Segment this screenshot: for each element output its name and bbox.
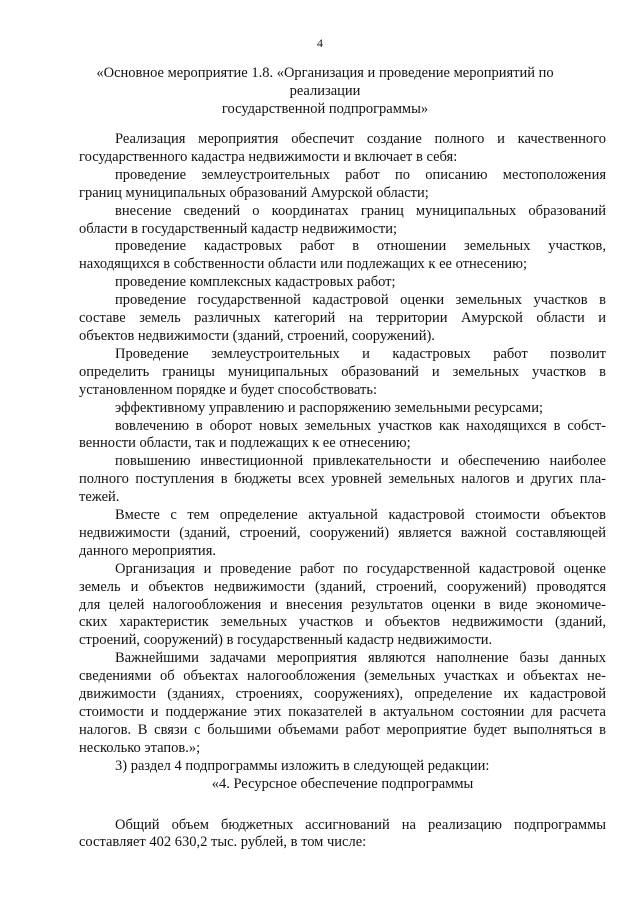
- text-line: венности области, так и подлежащих к ее отнесению;: [79, 435, 411, 452]
- heading-line: «Основное мероприятие 1.8. «Организация и проведение мероприятий по: [96, 65, 554, 81]
- text-line: находящихся в собственности области или подлежащих к ее отнесению;: [79, 256, 527, 273]
- text-line: Важнейшими задачами мероприятия являются наполнение базы данных: [115, 650, 606, 667]
- text-line: внесение сведений о координатах границ муниципальных образований: [115, 202, 606, 219]
- text-line: объектов недвижимости (зданий, строений, сооружений).: [79, 327, 435, 344]
- text-line: 3) раздел 4 подпрограммы изложить в следующей редакции:: [115, 757, 490, 774]
- text-line: данного мероприятия.: [79, 542, 216, 559]
- heading-line: государственной подпрограммы»: [221, 101, 429, 117]
- section-heading: [90, 64, 560, 118]
- text-line: «4. Ресурсное обеспечение подпрограммы: [211, 775, 474, 792]
- paragraph-gap: [79, 794, 606, 817]
- text-line: земель и объектов недвижимости (зданий, строений, сооружений) проводятся: [79, 578, 606, 595]
- text-line: эффективному управлению и распоряжению земельными ресурсами;: [115, 399, 544, 416]
- text-line: для целей налогообложения и внесения результатов оценки в виде экономиче-: [79, 596, 606, 613]
- text-line: проведение государственной кадастровой оценки земельных участков в: [115, 292, 606, 309]
- text-line: Вместе с тем определение актуальной кадастровой стоимости объектов: [115, 507, 606, 524]
- text-line: строений, сооружений) в государственный кадастр недвижимости.: [79, 632, 493, 649]
- text-line: недвижимости (зданий, строений, сооружений) является важной составляющей: [79, 524, 606, 541]
- text-line: Реализация мероприятия обеспечит создание полного и качественного: [115, 131, 606, 147]
- text-line: проведение комплексных кадастровых работ;: [115, 274, 396, 291]
- text-line: определить границы муниципальных образований и земельных участков в: [79, 363, 606, 380]
- text-line: стоимости и поддержание этих показателей в актуальном состоянии для расчета: [79, 704, 606, 720]
- text-line: ских характеристик земельных участков и объектов недвижимости (зданий,: [79, 614, 606, 631]
- text-line: Организация и проведение работ по государственной кадастровой оценке: [115, 560, 606, 577]
- text-line: области в государственный кадастр недвижимости;: [79, 220, 398, 237]
- text-line: движимости (зданиях, строениях, сооружениях), определение их кадастровой: [79, 686, 606, 703]
- text-line: проведение кадастровых работ в отношении земельных участков,: [115, 238, 606, 255]
- text-line: границ муниципальных образований Амурской области;: [79, 184, 429, 201]
- text-line: полного поступления в бюджеты всех уровней земельных налогов и других пла-: [79, 471, 606, 488]
- page-number: 4: [317, 36, 323, 50]
- text-line: установленном порядке и будет способствовать:: [79, 381, 377, 398]
- text-line: тежей.: [79, 489, 120, 506]
- text-line: Проведение землеустроительных и кадастровых работ позволит: [115, 345, 606, 362]
- text-line: повышению инвестиционной привлекательности и обеспечению наиболее: [115, 453, 606, 470]
- body-text: [79, 131, 606, 852]
- text-line: проведение землеустроительных работ по описанию местоположения: [115, 166, 606, 183]
- text-line: налогов. В связи с большими объемами работ мероприятие будет выполняться в: [79, 721, 606, 738]
- text-line: составляет 402 630,2 тыс. рублей, в том числе:: [79, 834, 367, 851]
- text-line: вовлечению в оборот новых земельных участков как находящихся в собст-: [115, 417, 606, 434]
- heading-line: реализации: [289, 83, 361, 99]
- text-line: Общий объем бюджетных ассигнований на реализацию подпрограммы: [115, 816, 606, 833]
- text-line: составе земель различных категорий на территории Амурской области и: [79, 310, 606, 327]
- text-line: сведениями об объектах налогообложения (земельных участках и объектах не-: [79, 668, 606, 685]
- text-line: государственного кадастра недвижимости и включает в себя:: [79, 148, 458, 165]
- text-line: несколько этапов.»;: [79, 739, 201, 756]
